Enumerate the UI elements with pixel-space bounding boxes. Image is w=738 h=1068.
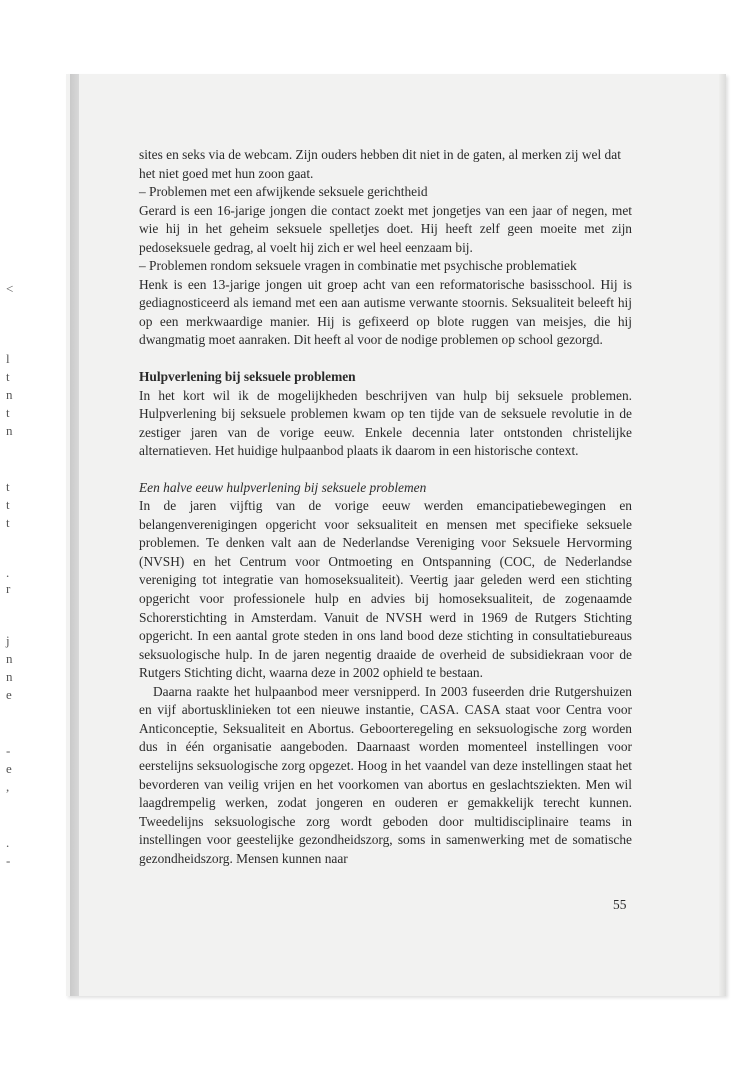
fringe-letter: t bbox=[6, 497, 10, 512]
paragraph: Henk is een 13-jarige jongen uit groep acht van een reformatorische basisschool. Hij is gediagnosticeerd als iemand met een aan autisme verwante stoornis. Seksualiteit beleeft hij op een merkwaardige manier. Hij is gefixeerd op blote ruggen van meisjes, die hij dwangmatig moet aanraken. Dit heeft al voor de nodige problemen op school gezorgd. bbox=[139, 276, 632, 348]
section-heading: Hulpverlening bij seksuele problemen bbox=[139, 369, 356, 385]
subsection-heading: Een halve eeuw hulpverlening bij seksuele problemen bbox=[139, 479, 427, 495]
fringe-letter: e bbox=[6, 761, 12, 776]
fringe-letter: n bbox=[6, 423, 13, 438]
paragraph: – Problemen met een afwijkende seksuele gerichtheid bbox=[139, 184, 428, 200]
paragraph: sites en seks via de webcam. Zijn ouders hebben dit niet in de gaten, al merken zij wel dat het niet goed met hun zoon gaat. bbox=[139, 147, 621, 181]
fringe-letter: - bbox=[6, 853, 11, 868]
section-gap bbox=[139, 350, 632, 368]
paragraph: Gerard is een 16-jarige jongen die contact zoekt met jongetjes van een jaar of negen, met wie hij in het geheim seksuele spelletjes doet. Hij heeft zelf geen moeite met zijn pedoseksuele gedrag, al voelt hij zich er wel heel eenzaam bij. bbox=[139, 202, 632, 255]
page-edge bbox=[719, 74, 726, 996]
fringe-letter: r bbox=[6, 581, 11, 596]
paragraph: In de jaren vijftig van de vorige eeuw werden emancipatiebewegingen en belangenverenigingen opgericht voor seksualiteit en mensen met specifieke seksuele problemen. Te denken valt aan de Nederlandse Vereniging voor Seksuele Hervorming (NVSH) en het Centrum voor Ontmoeting en Ontspanning (COC, de Nederlandse vereniging tot integratie van homoseksualiteit). Veertig jaar geleden werd een stichting opgericht voor professionele hulp en advies bij homoseksualiteit, de zogenaamde Schorerstichting in Amsterdam. Vanuit de NVSH werd in 1969 de Rutgers Stichting opgericht. In een aantal grote steden in ons land bood deze stichting in consultatiebureaus seksuologische hulp. In de jaren negentig draaide de overheid de subsidiekraan voor de Rutgers Stichting dicht, waarna deze in 2002 ophield te bestaan. bbox=[139, 498, 632, 681]
book-spine-shadow bbox=[70, 74, 79, 996]
fringe-letter: e bbox=[6, 687, 12, 702]
paragraph: – Problemen rondom seksuele vragen in combinatie met psychische problematiek bbox=[139, 258, 577, 274]
fringe-letter: , bbox=[6, 779, 10, 794]
body-text bbox=[139, 146, 632, 868]
fringe-letter: n bbox=[6, 651, 13, 666]
fringe-letter: l bbox=[6, 351, 10, 366]
fringe-letter: < bbox=[6, 281, 14, 296]
fringe-letter: - bbox=[6, 743, 11, 758]
fringe-letter: t bbox=[6, 405, 10, 420]
fringe-letter: t bbox=[6, 515, 10, 530]
adjacent-page-fringe bbox=[0, 0, 20, 1068]
paragraph: Daarna raakte het hulpaanbod meer versnipperd. In 2003 fuseerden drie Rutgershuizen en vijf abortusklinieken tot een nieuwe instantie, CASA. CASA staat voor Centra voor Anticonceptie, Seksualiteit en Abortus. Geboorteregeling en seksuologische zorg worden dus in één organisatie aangeboden. Daarnaast worden momenteel instellingen voor eerstelijns seksuologische zorg opgezet. Hoog in het vaandel van deze instellingen staat het bevorderen van veilig vrijen en het voorkomen van abortus en geslachtsziekten. Men wil laagdrempelig werken, zodat jongeren en ouderen er gemakkelijk terecht kunnen. Tweedelijns seksuologische zorg wordt geboden door multidisciplinaire teams in instellingen voor geestelijke gezondheidszorg, soms in samenwerking met de somatische gezondheidszorg. Mensen kunnen naar bbox=[139, 683, 632, 866]
fringe-letter: n bbox=[6, 669, 13, 684]
fringe-letter: t bbox=[6, 479, 10, 494]
fringe-letter: n bbox=[6, 387, 13, 402]
fringe-letter: t bbox=[6, 369, 10, 384]
fringe-letter: j bbox=[6, 633, 10, 648]
section-gap bbox=[139, 461, 632, 479]
page-number: 55 bbox=[613, 897, 627, 912]
paragraph: In het kort wil ik de mogelijkheden beschrijven van hulp bij seksuele problemen. Hulpverlening bij seksuele problemen kwam op ten tijde van de seksuele revolutie in de zestiger jaren van de vorige eeuw. Enkele decennia later ontstonden christelijke alternatieven. Het huidige hulpaanbod plaats ik daarom in een historische context. bbox=[139, 387, 632, 459]
fringe-letter: . bbox=[6, 565, 10, 580]
fringe-letter: . bbox=[6, 835, 10, 850]
